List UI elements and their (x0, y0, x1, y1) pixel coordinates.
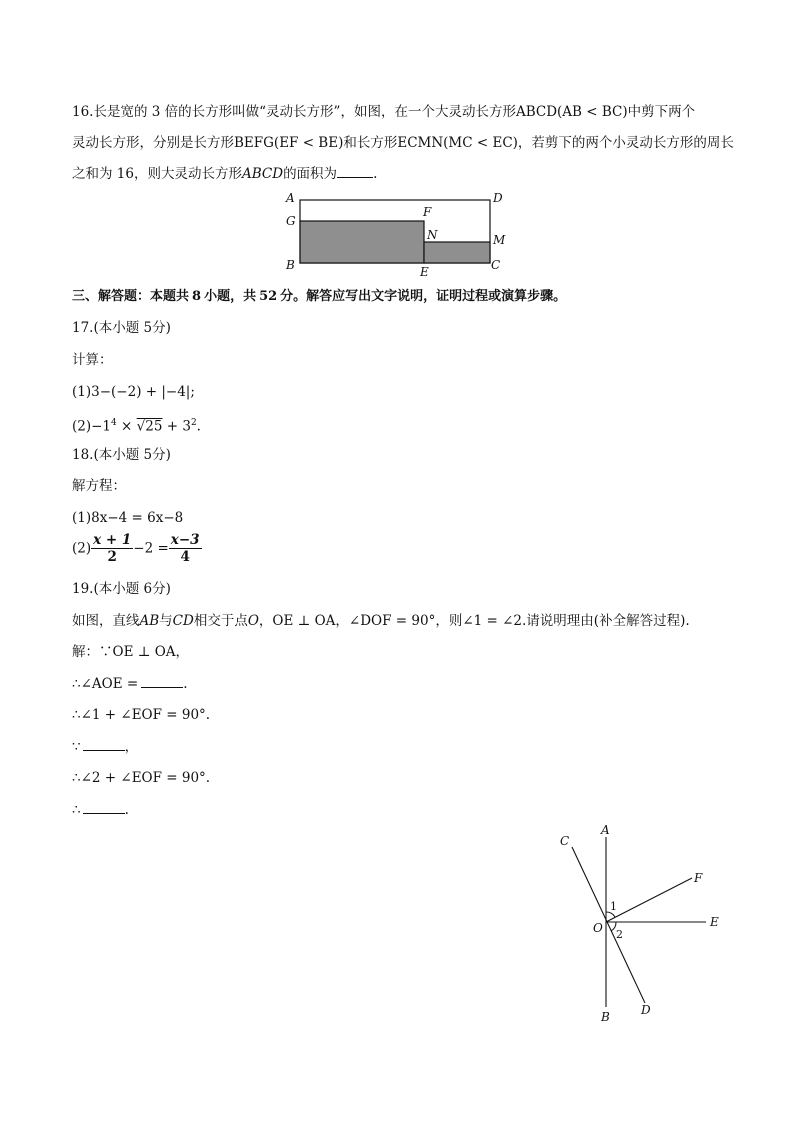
q19-sol-5: ∴∠2 + ∠EOF = 90°. (72, 770, 211, 786)
section3-count: 8 (192, 289, 202, 304)
label-f: F (694, 871, 703, 885)
line-cd (572, 847, 645, 1003)
q19-sol-2 (72, 675, 187, 693)
q19-sol-4 (72, 738, 138, 756)
q18-frac2-num: x−3 (170, 532, 200, 548)
q16-line3-var: ABCD (241, 166, 284, 182)
label-d: D (493, 191, 503, 205)
q19-statement (72, 612, 690, 630)
q19-sol4-end: ， (124, 739, 139, 755)
q18-p2-label: (2) (72, 540, 92, 557)
q17-p2-prefix: (2)−1 (72, 418, 112, 435)
rect-befg (300, 221, 424, 263)
label-d: D (641, 1003, 651, 1017)
q16-rectangle-figure (280, 188, 520, 278)
label-e: E (710, 915, 719, 929)
q17-p2-plus: + 3 (162, 418, 191, 435)
label-g: G (286, 214, 296, 228)
section3-prefix: 三、解答题：本题共 (72, 289, 190, 304)
q17-part1: (1)3−(−2) + |−4|; (72, 384, 195, 400)
q19-blank-1 (141, 675, 183, 688)
q19-stmt-ab: AB (139, 613, 160, 629)
label-c: C (491, 258, 501, 272)
q18-part2 (72, 532, 202, 565)
q17-p2-sqrt: √25 (136, 418, 163, 435)
q16-line3-end: . (373, 166, 378, 182)
q19-sol-1: 解：∵OE ⊥ OA， (72, 644, 190, 660)
q19-sol-3: ∴∠1 + ∠EOF = 90°. (72, 707, 211, 723)
q19-stmt-o: O (247, 613, 259, 629)
q18-part1: (1)8x−4 = 6x−8 (72, 510, 184, 526)
q16-line-3 (72, 165, 377, 183)
q17-p2-exp: 4 (111, 418, 117, 428)
q17-p2-end: . (196, 418, 201, 435)
section3-heading (72, 288, 566, 306)
section3-mid: 小题，共 (204, 289, 257, 304)
q19-stmt-d: ，OE ⊥ OA，∠DOF = 90°，则∠1 = ∠2.请说明理由(补全解答过程). (258, 613, 690, 629)
q19-stmt-a: 如图，直线 (72, 613, 140, 629)
q19-sol6-text: ∴ (72, 802, 81, 818)
q17-p2-exp2: 2 (190, 418, 197, 428)
label-f: F (423, 205, 432, 219)
q19-angle-figure (550, 815, 740, 1025)
q17-instruction: 计算： (72, 352, 113, 368)
section3-suffix: 分。解答应写出文字说明，证明过程或演算步骤。 (280, 289, 567, 304)
q19-sol6-end: . (124, 802, 129, 818)
q18-frac1-num: x + 1 (93, 532, 132, 548)
q18-instruction: 解方程： (72, 478, 126, 494)
ray-of (606, 878, 692, 922)
q19-blank-2 (83, 738, 125, 751)
q18-frac2-den: 4 (180, 549, 190, 565)
q16-line-2: 灵动长方形，分别是长方形BEFG(EF < BE)和长方形ECMN(MC < EC)，若剪下的两个小灵动长方形的周长 (72, 135, 734, 151)
q19-sol2-end: . (183, 676, 188, 692)
label-c: C (560, 834, 570, 848)
label-m: M (493, 233, 506, 247)
q17-header: 17.(本小题 5分) (72, 320, 171, 336)
label-e: E (420, 265, 429, 278)
q17-p2-mid: × (116, 418, 137, 435)
q19-sol-6 (72, 801, 129, 819)
label-o: O (593, 921, 603, 935)
q18-p2-minus: −2 = (133, 540, 169, 557)
q18-frac1-den: 2 (107, 549, 117, 565)
q16-line3-suffix: 的面积为 (283, 166, 338, 182)
q16-answer-blank (337, 165, 373, 178)
q18-header: 18.(本小题 5分) (72, 447, 171, 463)
q19-stmt-cd: CD (172, 613, 194, 629)
q16-line-1: 16.长是宽的 3 倍的长方形叫做“灵动长方形”，如图，在一个大灵动长方形ABCD(AB < BC)中剪下两个 (72, 104, 696, 120)
label-b: B (601, 1010, 610, 1024)
label-2: 2 (616, 928, 623, 941)
rect-ecmn (424, 242, 490, 263)
label-n: N (427, 228, 438, 242)
q19-header: 19.(本小题 6分) (72, 581, 171, 597)
q19-stmt-c: 相交于点 (193, 613, 248, 629)
section3-points: 52 (259, 289, 278, 304)
label-a: A (601, 823, 610, 837)
label-1: 1 (610, 900, 617, 913)
q18-fraction-1 (91, 532, 133, 565)
q16-line3-prefix: 之和为 16，则大灵动长方形 (72, 166, 242, 182)
q19-sol4-text: ∵ (72, 739, 81, 755)
q19-stmt-b: 与 (159, 613, 173, 629)
q19-sol2-text: ∴∠AOE = (72, 676, 139, 692)
q17-part2 (72, 414, 201, 436)
label-b: B (286, 258, 295, 272)
q18-fraction-2 (169, 532, 202, 565)
q19-blank-3 (83, 801, 125, 814)
label-a: A (286, 191, 295, 205)
